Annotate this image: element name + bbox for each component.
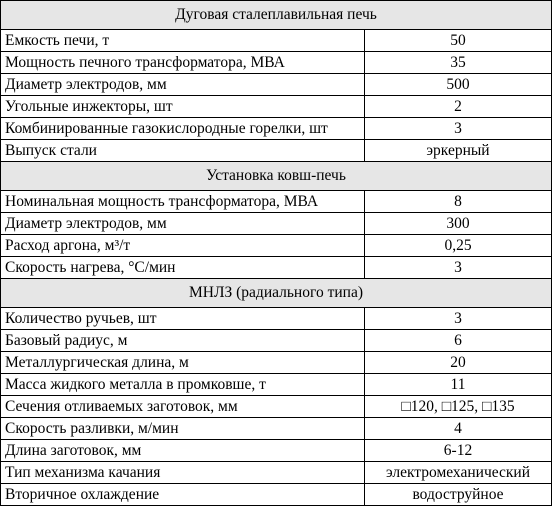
parameter-label: Мощность печного трансформатора, МВА bbox=[1, 52, 365, 74]
table-row bbox=[1, 52, 552, 74]
table-row bbox=[1, 191, 552, 213]
table-row bbox=[1, 374, 552, 396]
parameter-value: 8 bbox=[365, 191, 552, 213]
parameter-value: 2 bbox=[365, 96, 552, 118]
parameter-label: Скорость разливки, м/мин bbox=[1, 418, 365, 440]
parameter-value: 3 bbox=[365, 257, 552, 279]
table-row bbox=[1, 74, 552, 96]
parameter-value: водоструйное bbox=[365, 484, 552, 506]
parameter-value: 6-12 bbox=[365, 440, 552, 462]
section-title: Установка ковш-печь bbox=[1, 162, 552, 191]
parameter-label: Диаметр электродов, мм bbox=[1, 74, 365, 96]
table-row bbox=[1, 118, 552, 140]
parameter-label: Тип механизма качания bbox=[1, 462, 365, 484]
parameter-label: Длина заготовок, мм bbox=[1, 440, 365, 462]
parameter-label: Диаметр электродов, мм bbox=[1, 213, 365, 235]
parameter-label: Выпуск стали bbox=[1, 140, 365, 162]
parameter-label: Номинальная мощность трансформатора, МВА bbox=[1, 191, 365, 213]
parameter-label: Базовый радиус, м bbox=[1, 330, 365, 352]
table-row bbox=[1, 140, 552, 162]
parameter-label: Скорость нагрева, °С/мин bbox=[1, 257, 365, 279]
parameter-value: 11 bbox=[365, 374, 552, 396]
parameter-value: 6 bbox=[365, 330, 552, 352]
table-row bbox=[1, 96, 552, 118]
table-row bbox=[1, 257, 552, 279]
table-row bbox=[1, 213, 552, 235]
table-row bbox=[1, 418, 552, 440]
parameter-value: □120, □125, □135 bbox=[365, 396, 552, 418]
parameter-value: 500 bbox=[365, 74, 552, 96]
section-title: МНЛЗ (радиального типа) bbox=[1, 279, 552, 308]
table-row bbox=[1, 330, 552, 352]
parameter-label: Количество ручьев, шт bbox=[1, 308, 365, 330]
table-row bbox=[1, 440, 552, 462]
table-row bbox=[1, 396, 552, 418]
table-row bbox=[1, 30, 552, 52]
parameter-label: Расход аргона, м³/т bbox=[1, 235, 365, 257]
parameter-value: 0,25 bbox=[365, 235, 552, 257]
section-header-ladle-furnace bbox=[1, 162, 552, 191]
parameter-value: 4 bbox=[365, 418, 552, 440]
parameter-value: 3 bbox=[365, 308, 552, 330]
parameter-label: Масса жидкого металла в промковше, т bbox=[1, 374, 365, 396]
section-header-arc-furnace bbox=[1, 1, 552, 30]
parameter-label: Емкость печи, т bbox=[1, 30, 365, 52]
parameter-value: эркерный bbox=[365, 140, 552, 162]
table-row bbox=[1, 462, 552, 484]
parameter-label: Металлургическая длина, м bbox=[1, 352, 365, 374]
parameter-value: 35 bbox=[365, 52, 552, 74]
table-row bbox=[1, 484, 552, 506]
parameter-value: электромеханический bbox=[365, 462, 552, 484]
parameter-value: 50 bbox=[365, 30, 552, 52]
table-row bbox=[1, 352, 552, 374]
table-row bbox=[1, 235, 552, 257]
parameter-value: 20 bbox=[365, 352, 552, 374]
parameter-value: 300 bbox=[365, 213, 552, 235]
parameter-label: Вторичное охлаждение bbox=[1, 484, 365, 506]
parameter-label: Угольные инжекторы, шт bbox=[1, 96, 365, 118]
section-title: Дуговая сталеплавильная печь bbox=[1, 1, 552, 30]
section-header-continuous-caster bbox=[1, 279, 552, 308]
parameter-label: Комбинированные газокислородные горелки, шт bbox=[1, 118, 365, 140]
table-row bbox=[1, 308, 552, 330]
parameter-label: Сечения отливаемых заготовок, мм bbox=[1, 396, 365, 418]
parameter-value: 3 bbox=[365, 118, 552, 140]
